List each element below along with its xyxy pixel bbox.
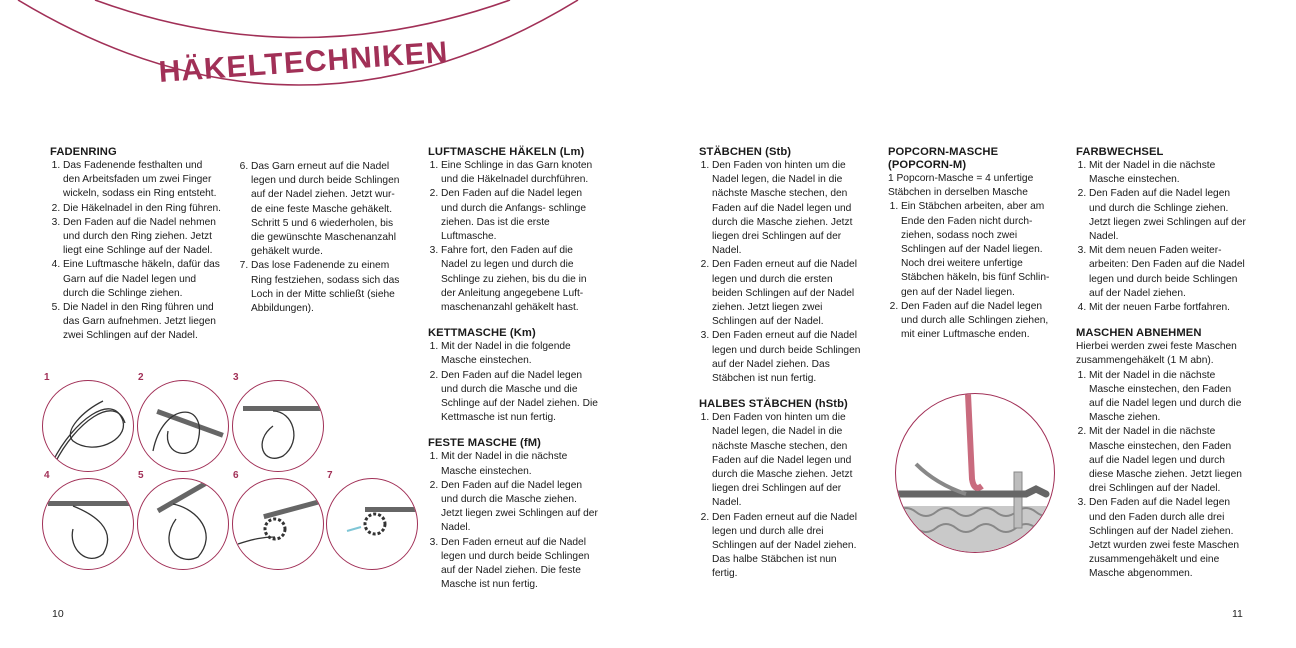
figure-5-illustration xyxy=(137,478,229,570)
kettmasche-step: 2. Den Faden auf die Nadel legen und durch die Masche und die Schlinge auf der Nadel ziehen. Die Kettmasche ist nun fertig. xyxy=(441,369,598,426)
farbwechsel-step: 1. Mit der Nadel in die nächste Masche einstechen. xyxy=(1089,159,1248,187)
fadenring-step: 5. Die Nadel in den Ring führen und das Garn aufnehmen. Jetzt liegen zwei Schlingen auf der Nadel. xyxy=(63,301,222,344)
fadenring-step: 3. Den Faden auf die Nadel nehmen und durch den Ring ziehen. Jetzt liegt eine Schlinge auf der Nadel. xyxy=(63,216,222,259)
popcorn-heading xyxy=(888,146,1054,172)
farbwechsel-heading: FARBWECHSEL xyxy=(1076,146,1164,158)
fadenring-section-continued xyxy=(238,160,408,316)
figure-7-illustration xyxy=(326,478,418,570)
festemasche-heading: FESTE MASCHE (fM) xyxy=(428,437,541,450)
farbwechsel-step: 2. Den Faden auf die Nadel legen und durch die Schlinge ziehen. Jetzt liegen zwei Schlingen auf der Nadel. xyxy=(1089,187,1248,244)
right-column-farbwechsel xyxy=(1076,146,1248,582)
figure-number: 7 xyxy=(327,470,333,481)
festemasche-step: 1. Mit der Nadel in die nächste Masche einstechen. xyxy=(441,450,598,478)
fadenring-step: 2. Die Häkelnadel in den Ring führen. xyxy=(63,202,222,216)
fadenring-heading: FADENRING xyxy=(50,146,117,158)
figure-6-illustration xyxy=(232,478,324,570)
left-column-techniques xyxy=(428,146,598,592)
staebchen-step: 2. Den Faden erneut auf die Nadel legen und durch die ersten beiden Schlingen auf der Nadel ziehen. Jetzt liegen zwei Schlingen auf der Nadel. xyxy=(712,258,861,329)
luftmasche-step: 3. Fahre fort, den Faden auf die Nadel zu legen und durch die Schlinge zu ziehen, bis du die in der Anleitung angegebene Luft- maschenanzahl gehäkelt hast. xyxy=(441,244,598,315)
staebchen-step: 1. Den Faden von hinten um die Nadel legen, die Nadel in die nächste Masche stechen, den Faden auf die Nadel legen und durch die Masche ziehen. Jetzt liegen drei Schlingen auf der Nadel. xyxy=(712,159,861,258)
maschenabnehmen-intro: Hierbei werden zwei feste Maschen zusammengehäkelt (1 M abn). xyxy=(1076,341,1237,367)
page-number-left: 10 xyxy=(52,608,64,620)
maschenabnehmen-heading: MASCHEN ABNEHMEN xyxy=(1076,327,1202,340)
farbwechsel-step: 4. Mit der neuen Farbe fortfahren. xyxy=(1089,301,1248,315)
right-page xyxy=(648,0,1296,648)
popcorn-heading-line2: (POPCORN-M) xyxy=(888,159,967,171)
figure-number: 5 xyxy=(138,470,144,481)
luftmasche-heading: LUFTMASCHE HÄKELN (Lm) xyxy=(428,146,585,158)
page-number-right: 11 xyxy=(1232,608,1243,620)
halbesstaebchen-heading: HALBES STÄBCHEN (hStb) xyxy=(699,398,848,411)
fadenring-section xyxy=(50,146,222,344)
popcorn-step: 2. Den Faden auf die Nadel legen und durch alle Schlingen ziehen, mit einer Luftmasche enden. xyxy=(901,300,1054,343)
kettmasche-heading: KETTMASCHE (Km) xyxy=(428,327,536,340)
figure-number: 2 xyxy=(138,372,144,383)
popcorn-step: 1. Ein Stäbchen arbeiten, aber am Ende den Faden nicht durch- ziehen, sodass noch zwei Schlingen auf der Nadel liegen. Noch drei weitere unfertige Stäbchen häkeln, bis fünf Schlin- gen auf der Nadel liegen. xyxy=(901,200,1054,299)
festemasche-step: 3. Den Faden erneut auf die Nadel legen und durch beide Schlingen auf der Nadel ziehen. Die feste Masche ist nun fertig. xyxy=(441,536,598,593)
maschenabnehmen-step: 2. Mit der Nadel in die nächste Masche einstechen, den Faden auf die Nadel legen und durch diese Masche ziehen. Jetzt liegen drei Schlingen auf der Nadel. xyxy=(1089,425,1248,496)
popcorn-intro: 1 Popcorn-Masche = 4 unfertige Stäbchen in derselben Masche xyxy=(888,173,1034,199)
staebchen-heading: STÄBCHEN (Stb) xyxy=(699,146,792,158)
figure-2-illustration xyxy=(137,380,229,472)
fadenring-step: 6. Das Garn erneut auf die Nadel legen und durch beide Schlingen auf der Nadel ziehen. Jetzt wur- de eine feste Masche gehäkelt. Schritt 5 und 6 wiederholen, bis die gewünschte Maschenanzahl gehäkelt wurde. xyxy=(251,160,408,259)
right-column-staebchen xyxy=(699,146,861,582)
fadenring-step: 7. Das lose Fadenende zu einem Ring festziehen, sodass sich das Loch in der Mitte schließt (siehe Abbildungen). xyxy=(251,259,408,316)
page-title: HÄKELTECHNIKEN xyxy=(157,35,450,90)
luftmasche-step: 2. Den Faden auf die Nadel legen und durch die Anfangs- schlinge ziehen. Das ist die erste Luftmasche. xyxy=(441,187,598,244)
maschenabnehmen-step: 3. Den Faden auf die Nadel legen und den Faden durch alle drei Schlingen auf der Nadel ziehen. Jetzt wurden zwei feste Maschen zusammengehäkelt und eine Masche abgenommen. xyxy=(1089,496,1248,581)
figure-4-illustration xyxy=(42,478,134,570)
figure-3-illustration xyxy=(232,380,324,472)
halbesstaebchen-step: 2. Den Faden erneut auf die Nadel legen und durch alle drei Schlingen auf der Nadel ziehen. Das halbe Stäbchen ist nun fertig. xyxy=(712,511,861,582)
halbesstaebchen-step: 1. Den Faden von hinten um die Nadel legen, die Nadel in die nächste Masche stechen, den Faden auf die Nadel legen und durch die Masche ziehen. Jetzt liegen drei Schlingen auf der Nadel. xyxy=(712,411,861,510)
staebchen-step: 3. Den Faden erneut auf die Nadel legen und durch beide Schlingen auf der Nadel ziehen. Das Stäbchen ist nun fertig. xyxy=(712,329,861,386)
fadenring-step: 1. Das Fadenende festhalten und den Arbeitsfaden um zwei Finger wickeln, sodass ein Ring entsteht. xyxy=(63,159,222,202)
figure-number: 4 xyxy=(44,470,50,481)
figure-number: 6 xyxy=(233,470,239,481)
luftmasche-step: 1. Eine Schlinge in das Garn knoten und die Häkelnadel durchführen. xyxy=(441,159,598,187)
popcorn-illustration xyxy=(895,393,1055,553)
farbwechsel-step: 3. Mit dem neuen Faden weiter- arbeiten: Den Faden auf die Nadel legen und durch beide Schlingen auf der Nadel ziehen. xyxy=(1089,244,1248,301)
festemasche-step: 2. Den Faden auf die Nadel legen und durch die Masche ziehen. Jetzt liegen zwei Schlingen auf der Nadel. xyxy=(441,479,598,536)
popcorn-heading-line1: POPCORN-MASCHE xyxy=(888,146,999,158)
right-column-popcorn xyxy=(888,146,1054,342)
figure-1-illustration xyxy=(42,380,134,472)
figure-number: 3 xyxy=(233,372,239,383)
maschenabnehmen-step: 1. Mit der Nadel in die nächste Masche einstechen, den Faden auf die Nadel legen und durch die Masche ziehen. xyxy=(1089,369,1248,426)
fadenring-step: 4. Eine Luftmasche häkeln, dafür das Garn auf die Nadel legen und durch die Schlinge ziehen. xyxy=(63,258,222,301)
kettmasche-step: 1. Mit der Nadel in die folgende Masche einstechen. xyxy=(441,340,598,368)
figure-number: 1 xyxy=(44,372,50,383)
